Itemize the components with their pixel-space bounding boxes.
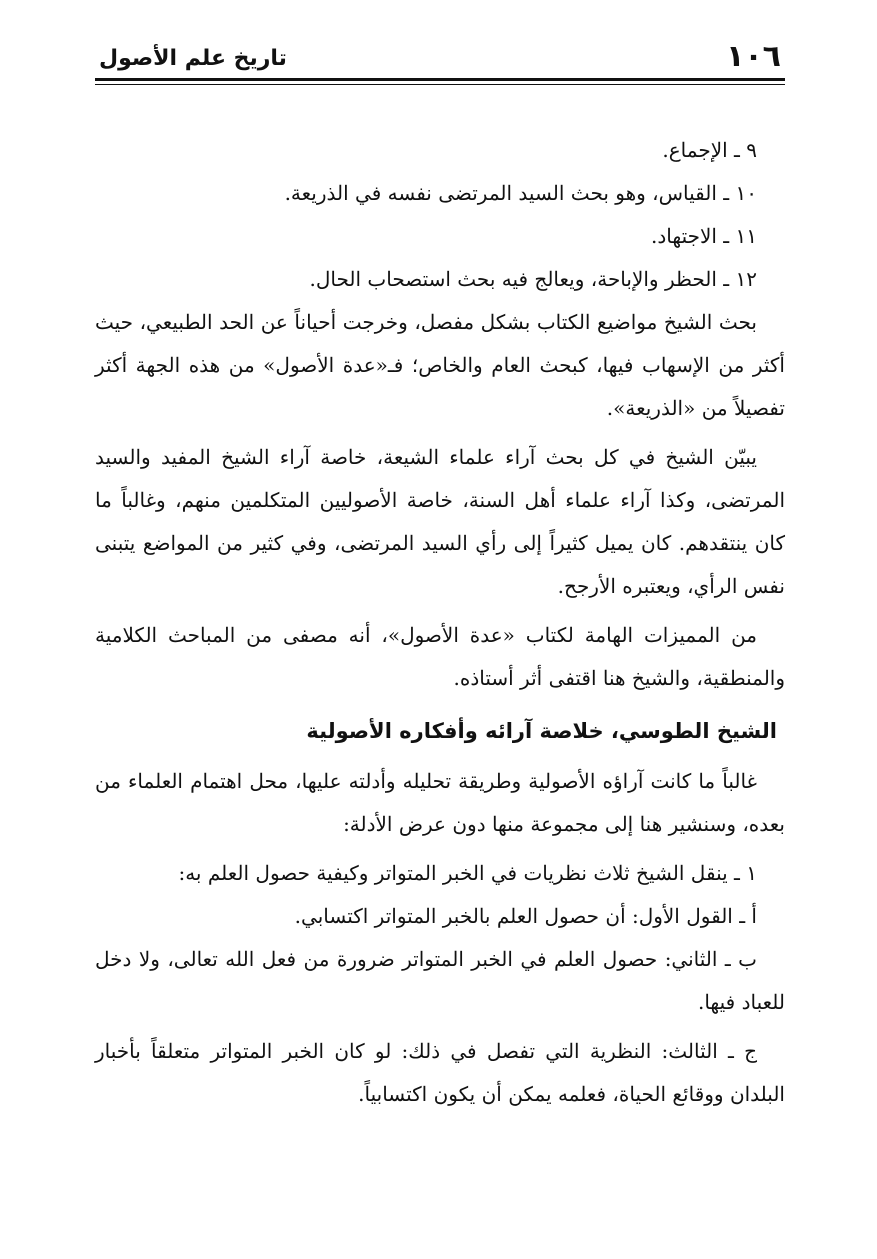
list-item-10: ١٠ ـ القياس، وهو بحث السيد المرتضى نفسه في الذريعة. xyxy=(284,181,757,205)
point-1-intro: ١ ـ ينقل الشيخ ثلاث نظريات في الخبر المتواتر وكيفية حصول العلم به: xyxy=(178,861,757,885)
point-1-c: ج ـ الثالث: النظرية التي تفصل في ذلك: لو كان الخبر المتواتر متعلقاً بأخبار البلدان ووقائع الحياة، فعلمه يمكن أن يكون اكتسابياً. xyxy=(95,1039,785,1106)
point-1-a: أ ـ القول الأول: أن حصول العلم بالخبر المتواتر اكتسابي. xyxy=(294,904,757,928)
list-item-11: ١١ ـ الاجتهاد. xyxy=(651,224,757,248)
point-1-b: ب ـ الثاني: حصول العلم في الخبر المتواتر ضرورة من فعل الله تعالى، ولا دخل للعباد فيها. xyxy=(95,947,785,1014)
paragraph-features: من المميزات الهامة لكتاب «عدة الأصول»، أنه مصفى من المباحث الكلامية والمنطقية، والشيخ هنا اقتفى أثر أستاذه. xyxy=(95,623,785,690)
header-rule-thick xyxy=(95,78,785,81)
list-item-12: ١٢ ـ الحظر والإباحة، ويعالج فيه بحث استصحاب الحال. xyxy=(309,267,757,291)
running-title: تاريخ علم الأصول xyxy=(99,46,287,71)
book-page xyxy=(95,30,785,1116)
page-body xyxy=(95,129,785,1116)
list-item-9: ٩ ـ الإجماع. xyxy=(662,138,757,162)
section-heading: الشيخ الطوسي، خلاصة آرائه وأفكاره الأصولية xyxy=(306,719,777,743)
page-number: ١٠٦ xyxy=(726,39,781,74)
paragraph-intro: غالباً ما كانت آراؤه الأصولية وطريقة تحليله وأدلته عليها، محل اهتمام العلماء من بعده، وسنشير هنا إلى مجموعة منها دون عرض الأدلة: xyxy=(95,769,785,836)
page-header xyxy=(95,30,785,72)
paragraph-opinions: يبيّن الشيخ في كل بحث آراء علماء الشيعة، خاصة آراء الشيخ المفيد والسيد المرتضى، وكذا آراء علماء أهل السنة، خاصة الأصوليين المتكلمين منهم، وغالباً ما كان ينتقدهم. كان يميل كثيراً إلى رأي السيد المرتضى، وفي كثير من المواضع يتبنى نفس الرأي، ويعتبره الأرجح. xyxy=(95,445,785,598)
header-rule-thin xyxy=(95,84,785,85)
paragraph-topics: بحث الشيخ مواضيع الكتاب بشكل مفصل، وخرجت أحياناً عن الحد الطبيعي، حيث أكثر من الإسهاب فيها، كبحث العام والخاص؛ فـ«عدة الأصول» من هذه الجهة أكثر تفصيلاً من «الذريعة». xyxy=(95,310,785,420)
